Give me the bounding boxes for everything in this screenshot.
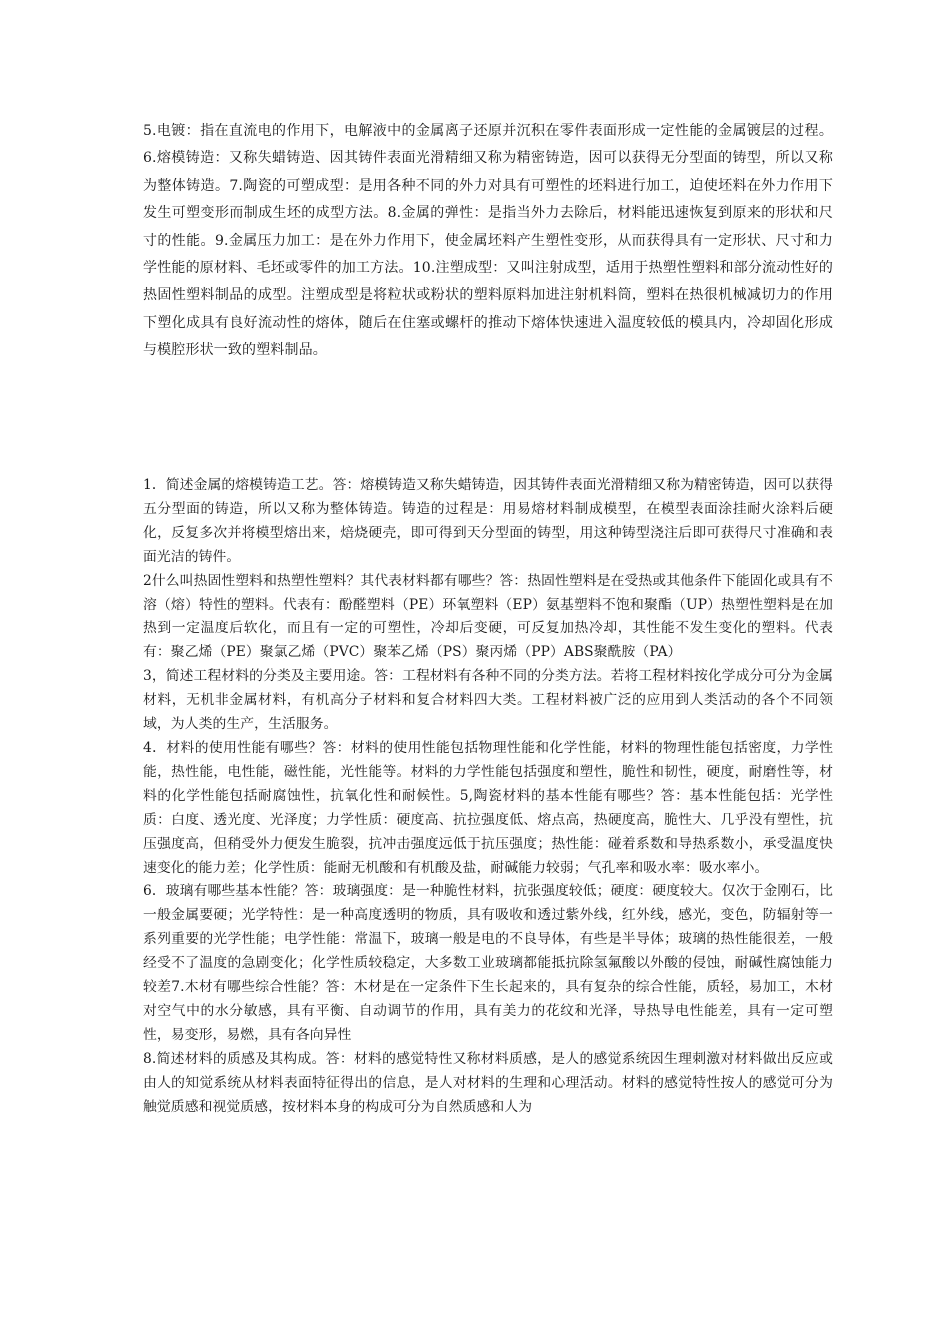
questions-section (143, 474, 833, 1119)
definitions-paragraph: 5.电镀：指在直流电的作用下，电解液中的金属离子还原并沉积在零件表面形成一定性能的金属镀层的过程。6.熔模铸造：又称失蜡铸造、因其铸件表面光滑精细又称为精密铸造，因可以获得无分型面的铸型，所以又称为整体铸造。7.陶瓷的可塑成型：是用各种不同的外力对具有可塑性的坯料进行加工，迫使坯料在外力作用下发生可塑变形而制成生坯的成型方法。8.金属的弹性：是指当外力去除后，材料能迅速恢复到原来的形状和尺寸的性能。9.金属压力加工：是在外力作用下，使金属坯料产生塑性变形，从而获得具有一定形状、尺寸和力学性能的原材料、毛坯或零件的加工方法。10.注塑成型：又叫注射成型，适用于热塑性塑料和部分流动性好的热固性塑料制品的成型。注塑成型是将粒状或粉状的塑料原料加进注射机料筒，塑料在热很机械减切力的作用下塑化成具有良好流动性的熔体，随后在住塞或螺杆的推动下熔体快速进入温度较低的模具内，冷却固化形成与模腔形状一致的塑料制品。 (143, 123, 833, 359)
question-6-7-paragraph: 6．玻璃有哪些基本性能？答：玻璃强度：是一种脆性材料，抗张强度较低；硬度：硬度较大。仅次于金刚石，比一般金属要硬；光学特性：是一种高度透明的物质，具有吸收和透过紫外线，红外线，感光，变色，防辐射等一系列重要的光学性能；电学性能：常温下，玻璃一般是电的不良导体，有些是半导体；玻璃的热性能很差，一般经受不了温度的急剧变化；化学性质较稳定，大多数工业玻璃都能抵抗除氢氟酸以外酸的侵蚀，耐碱性腐蚀能力较差7.木材有哪些综合性能？答：木材是在一定条件下生长起来的，具有复杂的综合性能，质轻，易加工，木材对空气中的水分敏感，具有平衡、自动调节的作用，具有美力的花纹和光泽，导热导电性能差，具有一定可塑性，易变形，易燃，具有各向异性 (143, 883, 833, 1043)
definitions-section (143, 118, 833, 365)
question-4-5-paragraph: 4．材料的使用性能有哪些？答：材料的使用性能包括物理性能和化学性能，材料的物理性能包括密度，力学性能，热性能，电性能，磁性能，光性能等。材料的力学性能包括强度和塑性，脆性和韧性，硬度，耐磨性等，材料的化学性能包括耐腐蚀性，抗氧化性和耐候性。5,陶瓷材料的基本性能有哪些？答：基本性能包括：光学性质：白度、透光度、光泽度；力学性质：硬度高、抗拉强度低、熔点高，热硬度高，脆性大、几乎没有塑性，抗压强度高，但稍受外力便发生脆裂，抗冲击强度远低于抗压强度；热性能：碰着系数和导热系数小，承受温度快速变化的能力差；化学性质：能耐无机酸和有机酸及盐，耐碱能力较弱；气孔率和吸水率：吸水率小。 (143, 739, 833, 876)
question-3-paragraph: 3，简述工程材料的分类及主要用途。答：工程材料有各种不同的分类方法。若将工程材料按化学成分可分为金属材料，无机非金属材料，有机高分子材料和复合材料四大类。工程材料被广泛的应用到人类活动的各个不同领域，为人类的生产，生活服务。 (143, 668, 833, 733)
question-1-paragraph: 1．简述金属的熔模铸造工艺。答：熔模铸造又称失蜡铸造，因其铸件表面光滑精细又称为精密铸造，因可以获得五分型面的铸造，所以又称为整体铸造。铸造的过程是：用易熔材料制成模型，在模型表面涂挂耐火涂料后硬化，反复多次并将模型熔出来，焙烧硬壳，即可得到天分型面的铸型，用这种铸型浇注后即可获得尺寸准确和表面光洁的铸件。 (143, 477, 833, 565)
question-2-paragraph: 2什么叫热固性塑料和热塑性塑料？其代表材料都有哪些？答：热固性塑料是在受热或其他条件下能固化或具有不溶（熔）特性的塑料。代表有：酚醛塑料（PE）环氧塑料（EP）氨基塑料不饱和聚酯（UP）热塑性塑料是在加热到一定温度后软化，而且有一定的可塑性，冷却后变硬，可反复加热冷却，其性能不发生变化的塑料。代表有：聚乙烯（PE）聚氯乙烯（PVC）聚苯乙烯（PS）聚丙烯（PP）ABS聚酰胺（PA） (143, 572, 833, 661)
question-8-paragraph: 8.简述材料的质感及其构成。答：材料的感觉特性又称材料质感，是人的感觉系统因生理刺激对材料做出反应或由人的知觉系统从材料表面特征得出的信息，是人对材料的生理和心理活动。材料的感觉特性按人的感觉可分为触觉质感和视觉质感，按材料本身的构成可分为自然质感和人为 (143, 1050, 833, 1115)
